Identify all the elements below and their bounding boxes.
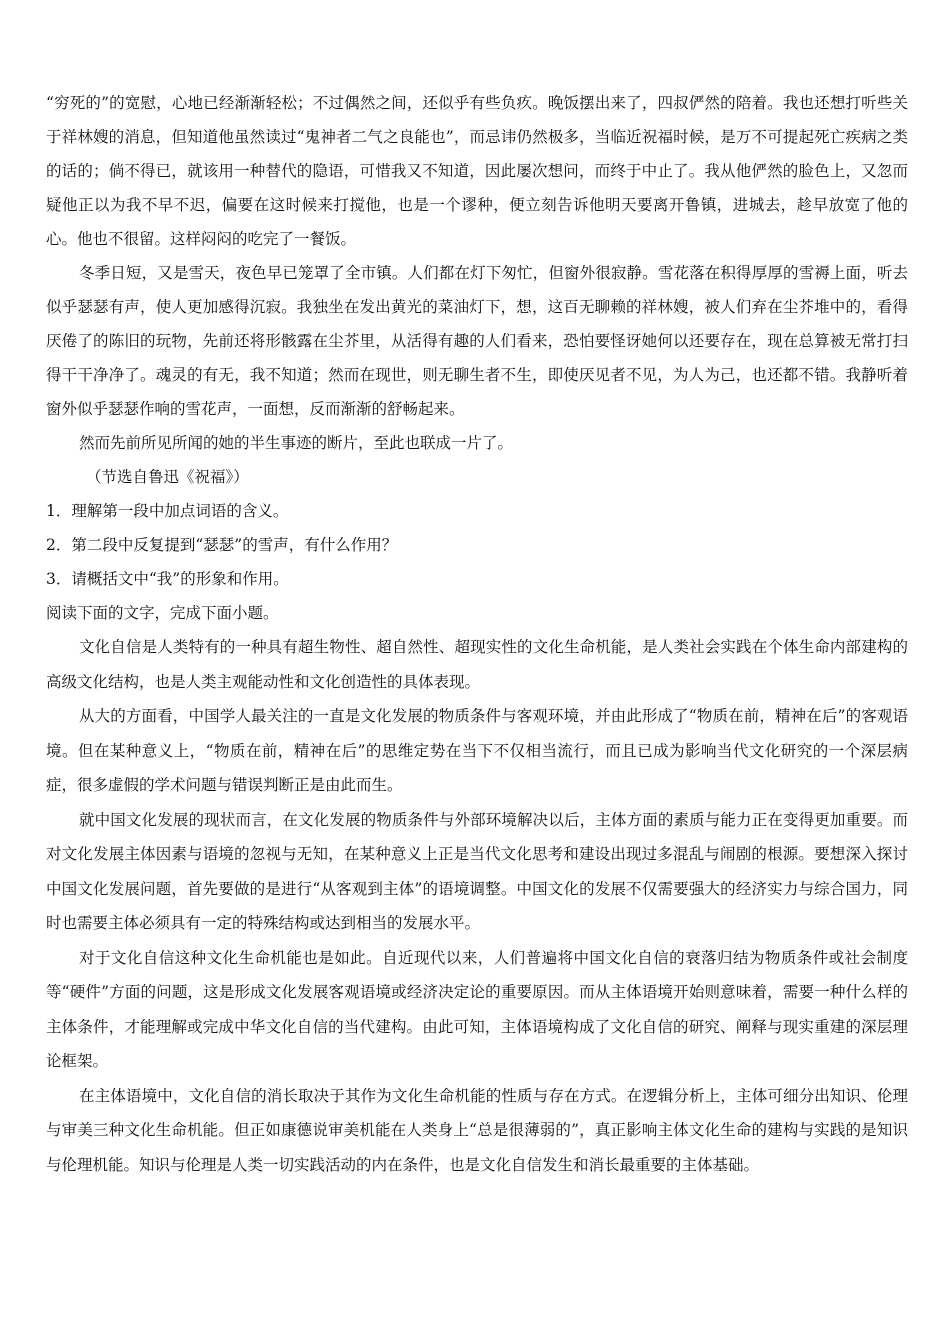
question-item-3: 3．请概括文中“我”的形象和作用。 [46, 570, 289, 588]
question-list [46, 494, 908, 596]
passage-two-paragraph-1: 文化自信是人类特有的一种具有超生物性、超自然性、超现实性的文化生命机能，是人类社会实践在个体生命内部建构的高级文化结构，也是人类主观能动性和文化创造性的具体表现。 [46, 638, 908, 691]
passage-one [46, 86, 908, 494]
passage-one-paragraph-2: 冬季日短，又是雪天，夜色早已笼罩了全市镇。人们都在灯下匆忙，但窗外很寂静。雪花落在积得厚厚的雪褥上面，听去似乎瑟瑟有声，使人更加感得沉寂。我独坐在发出黄光的菜油灯下，想，这百无聊赖的祥林嫂，被人们弃在尘芥堆中的，看得厌倦了的陈旧的玩物，先前还将形骸露在尘芥里，从活得有趣的人们看来，恐怕要怪讶她何以还要存在，现在总算被无常打扫得干干净净了。魂灵的有无，我不知道；然而在现世，则无聊生者不生，即使厌见者不见，为人为己，也还都不错。我静听着窗外似乎瑟瑟作响的雪花声，一面想，反而渐渐的舒畅起来。 [46, 264, 908, 418]
reading-instruction: 阅读下面的文字，完成下面小题。 [46, 604, 279, 622]
passage-one-paragraph-3: 然而先前所见所闻的她的半生事迹的断片，至此也联成一片了。 [79, 434, 514, 452]
passage-two-paragraph-3: 就中国文化发展的现状而言，在文化发展的物质条件与外部环境解决以后，主体方面的素质与能力正在变得更加重要。而对文化发展主体因素与语境的忽视与无知，在某种意义上正是当代文化思考和建设出现过多混乱与闹剧的根源。要想深入探讨中国文化发展问题，首先要做的是进行“从客观到主体”的语境调整。中国文化的发展不仅需要强大的经济实力与综合国力，同时也需要主体必须具有一定的特殊结构或达到相当的发展水平。 [46, 810, 908, 932]
document-page [46, 86, 908, 1182]
passage-two-paragraph-4: 对于文化自信这种文化生命机能也是如此。自近现代以来，人们普遍将中国文化自信的衰落归结为物质条件或社会制度等“硬件”方面的问题，这是形成文化发展客观语境或经济决定论的重要原因。而从主体语境开始则意味着，需要一种什么样的主体条件，才能理解或完成中华文化自信的当代建构。由此可知，主体语境构成了文化自信的研究、阐释与现实重建的深层理论框架。 [46, 948, 908, 1070]
passage-one-source: （节选自鲁迅《祝福》） [86, 468, 249, 486]
passage-one-paragraph-1: “穷死的”的宽慰，心地已经渐渐轻松；不过偶然之间，还似乎有些负疚。晚饭摆出来了，四叔俨然的陪着。我也还想打听些关于祥林嫂的消息，但知道他虽然读过“鬼神者二气之良能也”，而忌讳仍然极多，当临近祝福时候，是万不可提起死亡疾病之类的话的；倘不得已，就该用一种替代的隐语，可惜我又不知道，因此屡次想问，而终于中止了。我从他俨然的脸色上，又忽而疑他正以为我不早不迟，偏要在这时候来打搅他，也是一个谬种，便立刻告诉他明天要离开鲁镇，进城去，趁早放宽了他的心。他也不很留。这样闷闷的吃完了一餐饭。 [46, 94, 908, 248]
passage-two-paragraph-2: 从大的方面看，中国学人最关注的一直是文化发展的物质条件与客观环境，并由此形成了“物质在前，精神在后”的客观语境。但在某种意义上，“物质在前，精神在后”的思维定势在当下不仅相当流行，而且已成为影响当代文化研究的一个深层病症，很多虚假的学术问题与错误判断正是由此而生。 [46, 707, 908, 794]
question-item-1: 1．理解第一段中加点词语的含义。 [46, 502, 289, 520]
passage-two-paragraph-5: 在主体语境中，文化自信的消长取决于其作为文化生命机能的性质与存在方式。在逻辑分析上，主体可细分出知识、伦理与审美三种文化生命机能。但正如康德说审美机能在人类身上“总是很薄弱的”，真正影响主体文化生命的建构与实践的是知识与伦理机能。知识与伦理是人类一切实践活动的内在条件，也是文化自信发生和消长最重要的主体基础。 [46, 1086, 908, 1174]
question-item-2: 2．第二段中反复提到“瑟瑟”的雪声，有什么作用？ [46, 536, 398, 554]
passage-two [46, 630, 908, 1182]
